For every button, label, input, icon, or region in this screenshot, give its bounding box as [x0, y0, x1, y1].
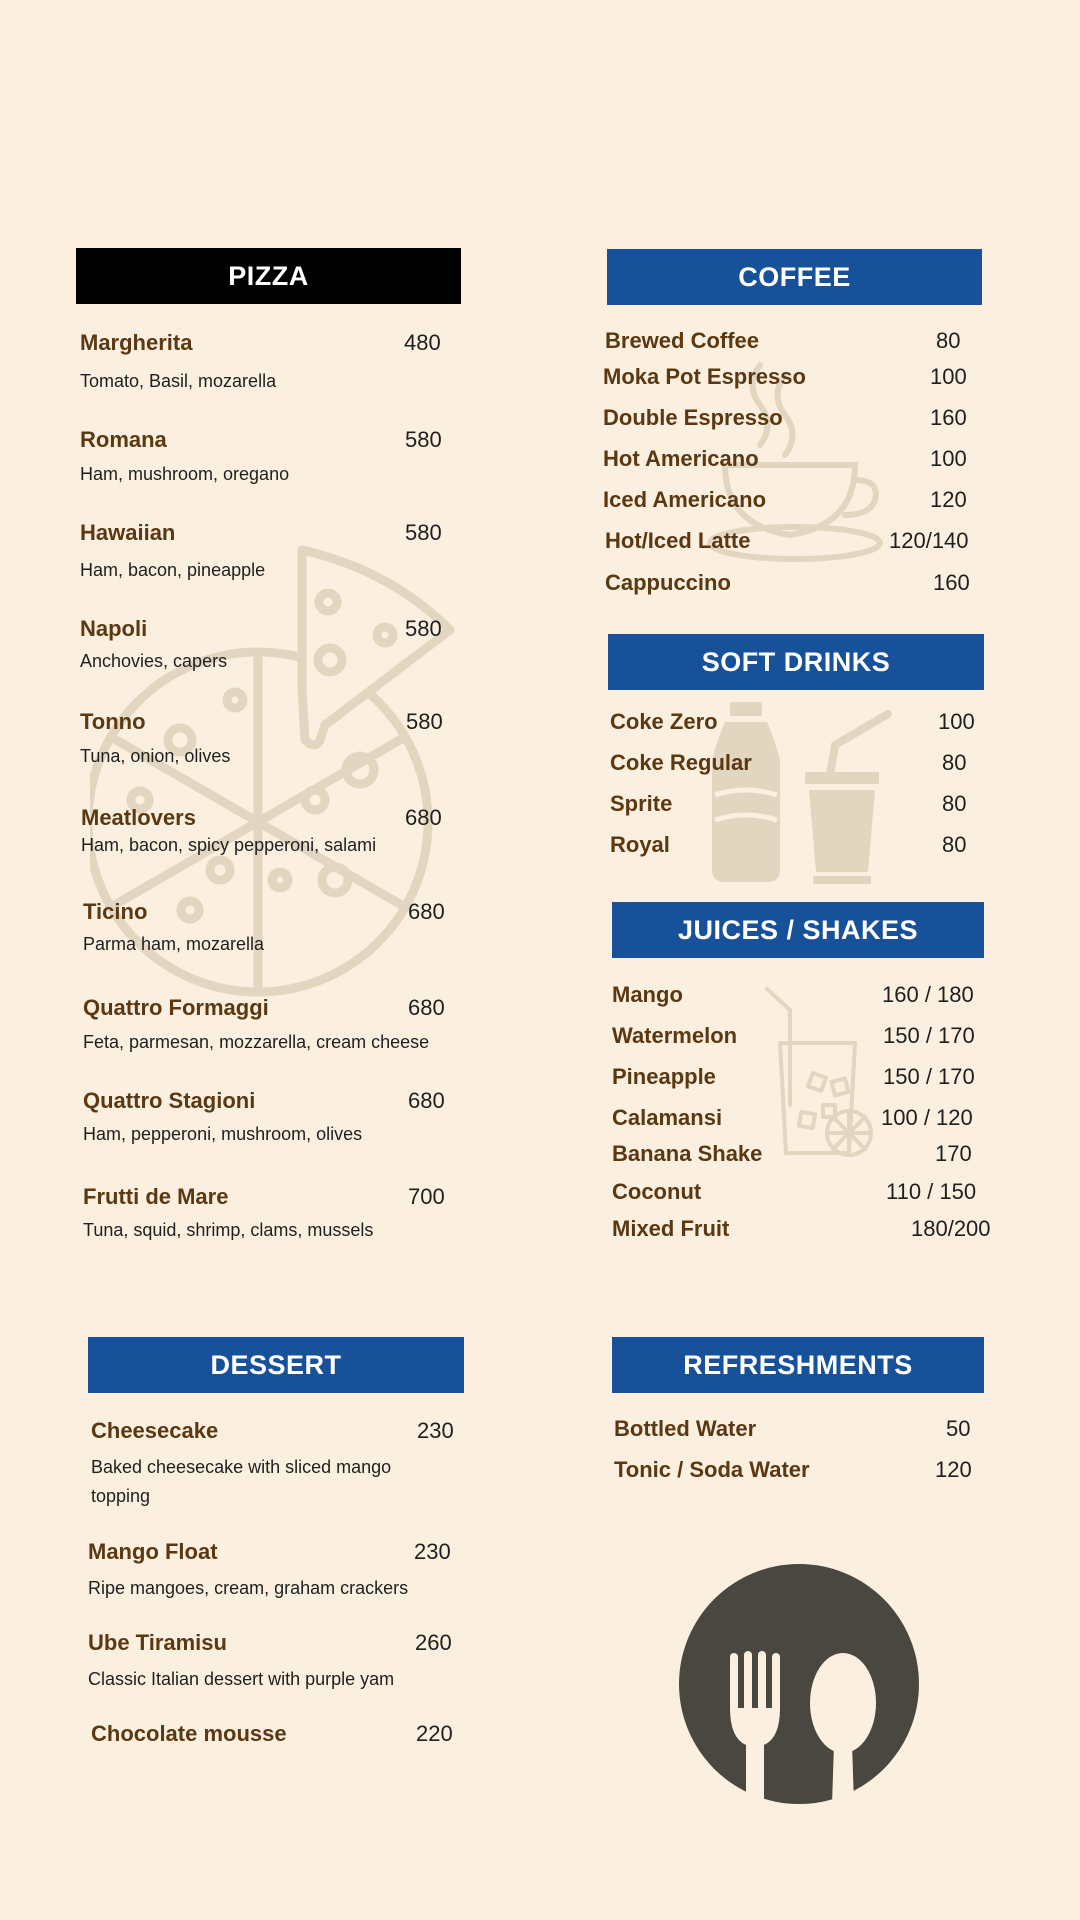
item-name: Quattro Formaggi: [83, 995, 269, 1020]
item-price: 680: [408, 995, 445, 1020]
item-price: 160: [933, 570, 970, 595]
item-price: 160: [930, 405, 967, 430]
item-price: 110 / 150: [886, 1179, 977, 1204]
item-description: Ham, pepperoni, mushroom, olives: [83, 1124, 363, 1144]
item-price: 220: [416, 1721, 453, 1746]
soft-drinks-section: [608, 634, 984, 690]
item-name: Cheesecake: [91, 1418, 219, 1443]
item-price: 100 / 120: [881, 1105, 973, 1130]
item-price: 80: [936, 328, 961, 353]
item-name: Ticino: [83, 899, 148, 924]
item-price: 150 / 170: [883, 1064, 975, 1089]
item-name: Hot/Iced Latte: [605, 528, 751, 553]
item-price: 580: [406, 709, 443, 734]
item-name: Romana: [80, 427, 167, 452]
item-price: 480: [404, 330, 441, 355]
refreshments-list: [614, 1416, 984, 1496]
item-name: Watermelon: [612, 1023, 738, 1048]
soft-drinks-list: [610, 709, 980, 869]
item-description: Classic Italian dessert with purple yam: [88, 1669, 395, 1689]
refreshments-header: REFRESHMENTS: [612, 1337, 984, 1393]
pizza-section: [76, 248, 461, 304]
juices-header: JUICES / SHAKES: [612, 902, 984, 958]
item-name: Tonic / Soda Water: [614, 1457, 810, 1482]
item-name: Double Espresso: [603, 405, 783, 430]
soft-drinks-header: SOFT DRINKS: [608, 634, 984, 690]
item-name: Tonno: [80, 709, 146, 734]
item-price: 680: [408, 1088, 445, 1113]
item-description: Parma ham, mozarella: [83, 934, 265, 954]
item-price: 230: [414, 1539, 451, 1564]
juices-section: [612, 902, 984, 958]
item-price: 160 / 180: [882, 982, 974, 1007]
item-name: Margherita: [80, 330, 193, 355]
item-price: 80: [942, 791, 967, 816]
item-description: Ham, mushroom, oregano: [80, 464, 290, 484]
item-price: 580: [405, 616, 442, 641]
item-name: Mixed Fruit: [612, 1216, 730, 1241]
dessert-section: [88, 1337, 464, 1393]
item-name: Banana Shake: [612, 1141, 763, 1166]
item-name: Coke Regular: [610, 750, 752, 775]
item-name: Moka Pot Espresso: [603, 364, 806, 389]
item-price: 80: [942, 750, 967, 775]
item-name: Frutti de Mare: [83, 1184, 229, 1209]
item-name: Coke Zero: [610, 709, 718, 734]
item-price: 170: [935, 1141, 972, 1166]
item-name: Brewed Coffee: [605, 328, 760, 353]
item-name: Quattro Stagioni: [83, 1088, 256, 1113]
item-price: 180/200: [911, 1216, 991, 1241]
refreshments-section: [612, 1337, 984, 1393]
item-price: 50: [946, 1416, 971, 1441]
item-description: Ham, bacon, spicy pepperoni, salami: [81, 835, 377, 855]
item-price: 100: [930, 446, 967, 471]
item-description: Tuna, onion, olives: [80, 746, 231, 766]
item-description: Feta, parmesan, mozzarella, cream cheese: [83, 1032, 430, 1052]
item-price: 120: [930, 487, 967, 512]
item-name: Meatlovers: [81, 805, 196, 830]
item-price: 100: [930, 364, 967, 389]
item-price: 580: [405, 520, 442, 545]
item-price: 260: [415, 1630, 452, 1655]
dessert-list: [88, 1418, 468, 1758]
item-name: Calamansi: [612, 1105, 723, 1130]
pizza-header: PIZZA: [76, 248, 461, 304]
item-description: Ripe mangoes, cream, graham crackers: [88, 1578, 409, 1598]
item-price: 580: [405, 427, 442, 452]
coffee-header: COFFEE: [607, 249, 982, 305]
item-name: Coconut: [612, 1179, 702, 1204]
item-price: 80: [942, 832, 967, 857]
item-name: Iced Americano: [603, 487, 767, 512]
item-name: Ube Tiramisu: [88, 1630, 227, 1655]
item-name: Mango: [612, 982, 683, 1007]
item-name: Cappuccino: [605, 570, 731, 595]
coffee-list: [603, 328, 975, 598]
item-price: 100: [938, 709, 975, 734]
dessert-header: DESSERT: [88, 1337, 464, 1393]
item-name: Royal: [610, 832, 670, 857]
item-name: Chocolate mousse: [91, 1721, 287, 1746]
item-name: Mango Float: [88, 1539, 218, 1564]
item-description: Ham, bacon, pineapple: [80, 560, 266, 580]
juices-list: [612, 982, 1002, 1242]
item-name: Hawaiian: [80, 520, 176, 545]
item-description: Tomato, Basil, mozarella: [80, 371, 277, 391]
item-price: 700: [408, 1184, 445, 1209]
item-name: Hot Americano: [603, 446, 759, 471]
item-name: Bottled Water: [614, 1416, 757, 1441]
item-price: 230: [417, 1418, 454, 1443]
fork-spoon-icon: [678, 1563, 920, 1805]
item-name: Sprite: [610, 791, 673, 816]
item-description: Tuna, squid, shrimp, clams, mussels: [83, 1220, 374, 1240]
coffee-section: [607, 249, 982, 305]
item-name: Pineapple: [612, 1064, 716, 1089]
item-description: Anchovies, capers: [80, 651, 228, 671]
item-price: 680: [408, 899, 445, 924]
item-price: 120/140: [889, 528, 969, 553]
item-price: 150 / 170: [883, 1023, 975, 1048]
pizza-list: [80, 330, 460, 1250]
item-name: Napoli: [80, 616, 148, 641]
item-price: 680: [405, 805, 442, 830]
item-description: Baked cheesecake with sliced mango topping: [91, 1457, 392, 1506]
item-price: 120: [935, 1457, 972, 1482]
